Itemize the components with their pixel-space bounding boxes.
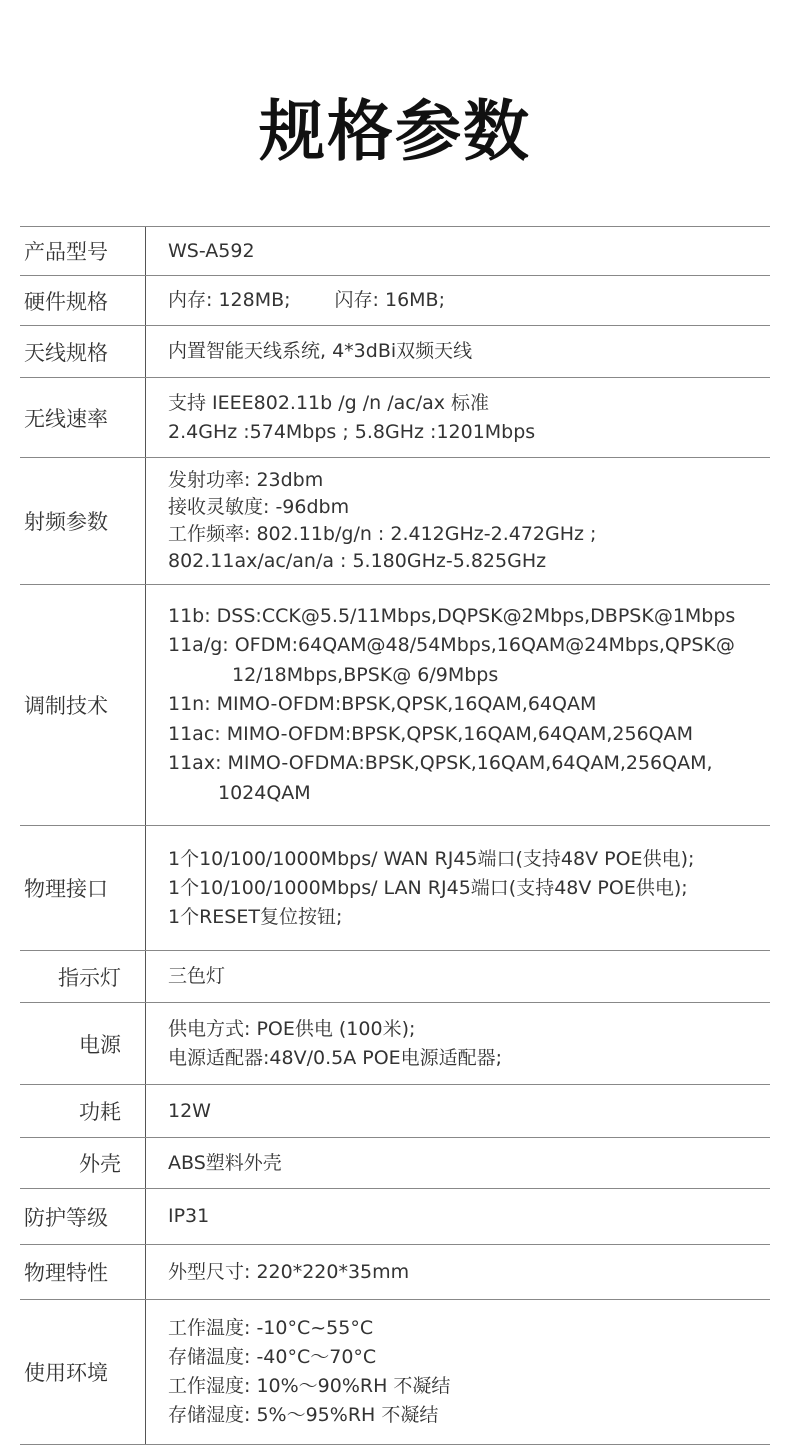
spec-value: WS-A592 <box>168 239 255 262</box>
spec-value: 内置智能天线系统, 4*3dBi双频天线 <box>168 340 473 362</box>
spec-row-antenna <box>20 326 770 378</box>
spec-row-housing <box>20 1138 770 1189</box>
spec-value: 12W <box>168 1099 211 1122</box>
spec-row-consumption <box>20 1085 770 1138</box>
spec-row-power <box>20 1003 770 1085</box>
spec-value: 内存: 128MB; 闪存: 16MB; <box>168 289 445 311</box>
spec-row-hardware <box>20 276 770 326</box>
spec-row-indicator <box>20 951 770 1003</box>
spec-value: 11b: DSS:CCK@5.5/11Mbps,DQPSK@2Mbps,DBPSK@1Mbps 11a/g: OFDM:64QAM@48/54Mbps,16QAM@24Mbps,QPSK@ 12/18Mbps,BPSK@ 6/9Mbps 11n: MIMO-OFDM:BPSK,QPSK,16QAM,64QAM 11ac: MIMO-OFDM:BPSK,QPSK,16QAM,64QAM,256QAM 11ax: MIMO-OFDMA:BPSK,QPSK,16QAM,64QAM,256QAM, 1024QAM <box>168 604 736 804</box>
spec-label: 指示灯 <box>20 951 146 1002</box>
spec-value: 支持 IEEE802.11b /g /n /ac/ax 标准 2.4GHz :574Mbps ; 5.8GHz :1201Mbps <box>168 391 536 443</box>
page-title: 规格参数 <box>259 93 531 170</box>
spec-label: 射频参数 <box>20 458 146 584</box>
spec-row-interfaces <box>20 826 770 951</box>
spec-label: 外壳 <box>20 1138 146 1188</box>
spec-value: 工作温度: -10°C~55°C 存储温度: -40°C～70°C 工作湿度: 10%～90%RH 不凝结 存储湿度: 5%～95%RH 不凝结 <box>168 1317 451 1426</box>
spec-value: 1个10/100/1000Mbps/ WAN RJ45端口(支持48V POE供电); 1个10/100/1000Mbps/ LAN RJ45端口(支持48V POE供电); 1个RESET复位按钮; <box>168 847 695 928</box>
spec-value: ABS塑料外壳 <box>168 1151 282 1174</box>
spec-label: 防护等级 <box>20 1189 146 1244</box>
spec-label: 产品型号 <box>20 227 146 275</box>
spec-row-wireless-rate <box>20 378 770 458</box>
spec-value: 外型尺寸: 220*220*35mm <box>168 1260 410 1283</box>
spec-value: IP31 <box>168 1205 210 1227</box>
spec-value: 三色灯 <box>168 965 226 987</box>
spec-label: 硬件规格 <box>20 276 146 325</box>
spec-value: 发射功率: 23dbm 接收灵敏度: -96dbm 工作频率: 802.11b/g/n : 2.412GHz-2.472GHz ; 802.11ax/ac/an/a : 5.180GHz-5.825GHz <box>168 469 597 572</box>
spec-table <box>20 226 770 1445</box>
spec-row-model <box>20 227 770 276</box>
spec-label: 物理接口 <box>20 826 146 950</box>
spec-row-protection <box>20 1189 770 1245</box>
spec-value: 供电方式: POE供电 (100米); 电源适配器:48V/0.5A POE电源适配器; <box>168 1017 503 1069</box>
spec-row-modulation <box>20 585 770 826</box>
spec-row-physical <box>20 1245 770 1300</box>
spec-label: 物理特性 <box>20 1245 146 1299</box>
spec-label: 调制技术 <box>20 585 146 825</box>
spec-label: 使用环境 <box>20 1300 146 1444</box>
spec-label: 天线规格 <box>20 326 146 377</box>
spec-label: 电源 <box>20 1003 146 1084</box>
spec-label: 功耗 <box>20 1085 146 1137</box>
spec-label: 无线速率 <box>20 378 146 457</box>
spec-row-rf <box>20 458 770 585</box>
spec-row-environment <box>20 1300 770 1445</box>
